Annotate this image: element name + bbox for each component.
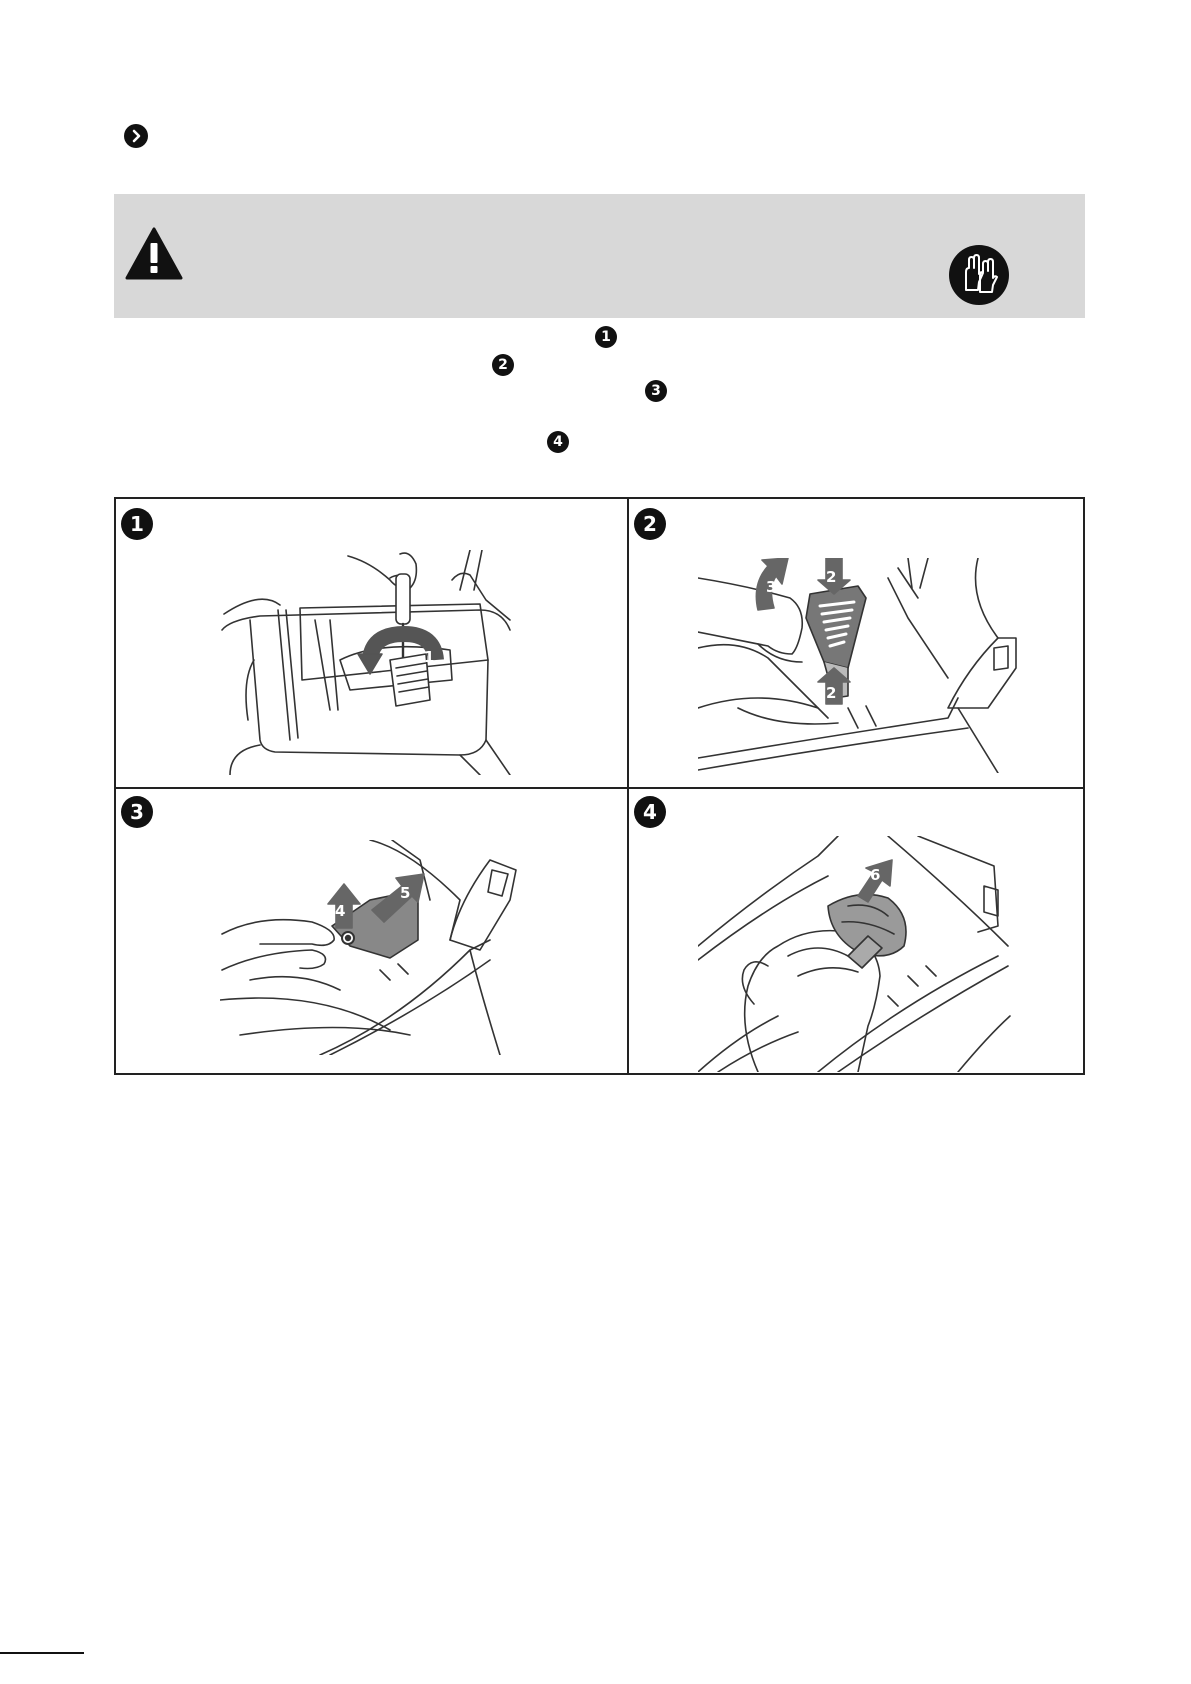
protective-gloves-icon bbox=[948, 244, 1010, 306]
grid-divider-horizontal bbox=[114, 787, 1085, 789]
step-marker-3: 3 bbox=[645, 380, 667, 402]
panel-2-callout-2a: 2 bbox=[826, 568, 837, 586]
panel-2-illustration bbox=[698, 558, 1018, 773]
panel-3-illustration bbox=[220, 840, 520, 1055]
panel-2-callout-2b: 2 bbox=[826, 684, 837, 702]
panel-4-callout-6: 6 bbox=[870, 866, 881, 884]
panel-3-callout-5: 5 bbox=[400, 884, 411, 902]
step-marker-2: 2 bbox=[492, 354, 514, 376]
panel-2-number: 2 bbox=[634, 508, 666, 540]
panel-1-number: 1 bbox=[121, 508, 153, 540]
step-marker-4: 4 bbox=[547, 431, 569, 453]
warning-triangle-icon bbox=[124, 226, 184, 282]
warning-band bbox=[114, 194, 1085, 318]
panel-1-callout-1: 1 bbox=[424, 648, 435, 666]
panel-4-number: 4 bbox=[634, 796, 666, 828]
panel-4-illustration bbox=[698, 836, 1018, 1072]
panel-1-illustration bbox=[220, 550, 520, 775]
grid-divider-vertical bbox=[627, 497, 629, 1075]
panel-3-callout-4: 4 bbox=[335, 902, 346, 920]
panel-2-callout-3: 3 bbox=[766, 578, 777, 596]
chevron-right-circle-icon bbox=[124, 124, 148, 148]
step-marker-1: 1 bbox=[595, 326, 617, 348]
footer-rule bbox=[0, 1652, 84, 1654]
panel-3-number: 3 bbox=[121, 796, 153, 828]
